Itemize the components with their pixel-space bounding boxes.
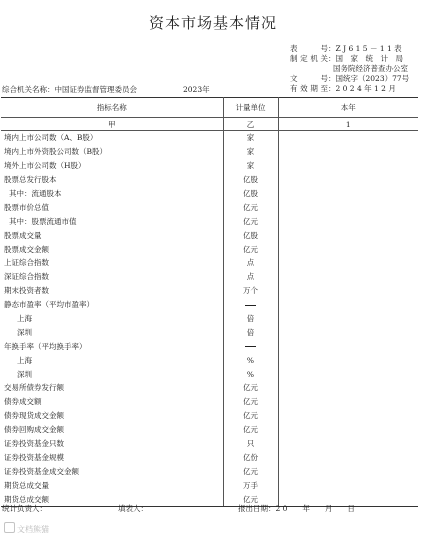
current-year-value-cell[interactable] <box>278 381 418 395</box>
code-jia: 甲 <box>1 118 223 131</box>
indicator-name: 境内上市外资股公司数（B股） <box>1 145 223 159</box>
indicator-unit: 亿元 <box>223 200 278 214</box>
table-row <box>1 339 418 353</box>
current-year-value-cell[interactable] <box>278 395 418 409</box>
current-year-value-cell[interactable] <box>278 450 418 464</box>
statistics-manager: 统计负责人： <box>2 504 47 513</box>
indicator-unit: 万手 <box>223 478 278 492</box>
valid-until-value: 2 0 2 4 年 1 2 月 <box>335 84 396 93</box>
table-row <box>1 284 418 298</box>
form-number-value: Z J 6 1 5 － 1 1 表 <box>335 44 402 53</box>
indicator-name: 证券投资基金规模 <box>1 450 223 464</box>
issuing-authority-label: 制定机关 <box>290 54 328 63</box>
issuing-authority-2 <box>333 64 408 74</box>
indicator-unit: 亿股 <box>223 228 278 242</box>
report-date: 报出日期：2 0 年 月 日 <box>238 504 355 513</box>
indicator-unit: % <box>223 353 278 367</box>
indicator-name: 其中：股票流通市值 <box>1 214 223 228</box>
indicator-unit <box>223 298 278 312</box>
unit-dash <box>245 346 256 347</box>
indicator-name: 期末投资者数 <box>1 284 223 298</box>
report-year: 2023年 <box>183 85 210 94</box>
indicator-name: 期货总成交量 <box>1 478 223 492</box>
table-row <box>1 173 418 187</box>
current-year-value-cell[interactable] <box>278 200 418 214</box>
indicator-unit: 亿份 <box>223 450 278 464</box>
current-year-value-cell[interactable] <box>278 298 418 312</box>
table-row <box>1 367 418 381</box>
indicator-unit: 倍 <box>223 325 278 339</box>
indicator-name: 股票成交金额 <box>1 242 223 256</box>
table-row <box>1 228 418 242</box>
form-number: 表 号：Z J 6 1 5 － 1 1 表 <box>290 44 402 53</box>
indicator-unit: 家 <box>223 131 278 145</box>
issuing-authority-value-2: 国务院经济普查办公室 <box>333 64 408 73</box>
indicator-unit: % <box>223 367 278 381</box>
indicator-unit <box>223 339 278 353</box>
indicator-name: 上海 <box>1 353 223 367</box>
current-year-value-cell[interactable] <box>278 242 418 256</box>
indicator-name: 债券成交额 <box>1 395 223 409</box>
indicator-name: 深证综合指数 <box>1 270 223 284</box>
table-row <box>1 450 418 464</box>
table-row <box>1 270 418 284</box>
current-year-value-cell[interactable] <box>278 187 418 201</box>
document-number: 文 号：国统字（2023）77号 <box>290 74 410 83</box>
code-1: 1 <box>278 118 418 131</box>
current-year-value-cell[interactable] <box>278 284 418 298</box>
agency-name: 综合机关名称：中国证券监督管理委员会 <box>2 85 137 94</box>
indicator-unit: 亿元 <box>223 423 278 437</box>
indicator-unit: 亿元 <box>223 492 278 506</box>
issuing-authority-value: 国 家 统 计 局 <box>335 54 403 63</box>
indicator-unit: 亿元 <box>223 214 278 228</box>
indicator-name: 境内上市公司数（A、B股） <box>1 131 223 145</box>
header-unit: 计量单位 <box>223 98 278 118</box>
current-year-value-cell[interactable] <box>278 367 418 381</box>
indicator-name: 股票总发行股本 <box>1 173 223 187</box>
current-year-value-cell[interactable] <box>278 173 418 187</box>
current-year-value-cell[interactable] <box>278 409 418 423</box>
indicator-name: 股票成交量 <box>1 228 223 242</box>
indicator-unit: 倍 <box>223 312 278 326</box>
indicator-unit: 点 <box>223 270 278 284</box>
indicator-name: 年换手率（平均换手率） <box>1 339 223 353</box>
table-row <box>1 464 418 478</box>
table-row <box>1 242 418 256</box>
indicator-name: 其中：流通股本 <box>1 187 223 201</box>
table-row <box>1 381 418 395</box>
current-year-value-cell[interactable] <box>278 312 418 326</box>
issuing-authority: 制定机关：国 家 统 计 局 <box>290 54 403 63</box>
current-year-value-cell[interactable] <box>278 131 418 145</box>
document-number-label: 文 号 <box>290 74 328 83</box>
current-year-value-cell[interactable] <box>278 159 418 173</box>
table-row <box>1 492 418 506</box>
indicator-unit: 亿元 <box>223 409 278 423</box>
table-row <box>1 159 418 173</box>
indicator-name: 上证综合指数 <box>1 256 223 270</box>
table-row <box>1 256 418 270</box>
table-row <box>1 478 418 492</box>
table-row <box>1 145 418 159</box>
table-row <box>1 409 418 423</box>
indicator-name: 上海 <box>1 312 223 326</box>
indicator-name: 深圳 <box>1 325 223 339</box>
indicator-unit: 亿股 <box>223 173 278 187</box>
table-row <box>1 437 418 451</box>
indicator-name: 证券投资基金只数 <box>1 437 223 451</box>
current-year-value-cell[interactable] <box>278 423 418 437</box>
form-filler: 填表人： <box>118 504 148 513</box>
indicator-unit: 亿元 <box>223 381 278 395</box>
current-year-value-cell[interactable] <box>278 228 418 242</box>
current-year-value-cell[interactable] <box>278 214 418 228</box>
indicator-unit: 家 <box>223 145 278 159</box>
table-row <box>1 187 418 201</box>
header-current-year: 本年 <box>278 98 418 118</box>
indicator-unit: 亿元 <box>223 395 278 409</box>
indicator-name: 交易所债券发行额 <box>1 381 223 395</box>
indicator-name: 股票市价总值 <box>1 200 223 214</box>
current-year-value-cell[interactable] <box>278 437 418 451</box>
table-row <box>1 353 418 367</box>
table-row <box>1 395 418 409</box>
table-row <box>1 423 418 437</box>
current-year-value-cell[interactable] <box>278 256 418 270</box>
current-year-value-cell[interactable] <box>278 353 418 367</box>
watermark-logo-icon <box>4 522 15 533</box>
indicator-unit: 亿元 <box>223 464 278 478</box>
table-row <box>1 131 418 145</box>
indicator-unit: 亿股 <box>223 187 278 201</box>
valid-until-label: 有效期至 <box>290 84 328 93</box>
indicator-table <box>1 97 418 507</box>
header-indicator: 指标名称 <box>1 98 223 118</box>
watermark-text: 文档熊猫 <box>17 525 49 534</box>
current-year-value-cell[interactable] <box>278 145 418 159</box>
report-title: 资本市场基本情况 <box>148 14 277 32</box>
table-row <box>1 325 418 339</box>
indicator-name: 境外上市公司数（H股） <box>1 159 223 173</box>
current-year-value-cell[interactable] <box>278 464 418 478</box>
form-number-label: 表 号 <box>290 44 328 53</box>
current-year-value-cell[interactable] <box>278 270 418 284</box>
indicator-name: 期货总成交额 <box>1 492 223 506</box>
current-year-value-cell[interactable] <box>278 478 418 492</box>
table-row <box>1 214 418 228</box>
indicator-unit: 亿元 <box>223 242 278 256</box>
indicator-unit: 家 <box>223 159 278 173</box>
indicator-name: 债券回购成交金额 <box>1 423 223 437</box>
current-year-value-cell[interactable] <box>278 325 418 339</box>
unit-dash <box>245 305 256 306</box>
code-yi: 乙 <box>223 118 278 131</box>
table-row <box>1 312 418 326</box>
table-code-row <box>1 118 418 131</box>
valid-until: 有效期至：2 0 2 4 年 1 2 月 <box>290 84 396 93</box>
indicator-name: 证券投资基金成交金额 <box>1 464 223 478</box>
indicator-name: 债券现货成交金额 <box>1 409 223 423</box>
indicator-name: 深圳 <box>1 367 223 381</box>
current-year-value-cell[interactable] <box>278 339 418 353</box>
watermark <box>4 522 49 535</box>
document-number-value: 国统字（2023）77号 <box>335 74 410 83</box>
table-header-row <box>1 98 418 118</box>
indicator-unit: 点 <box>223 256 278 270</box>
indicator-name: 静态市盈率（平均市盈率） <box>1 298 223 312</box>
indicator-unit: 只 <box>223 437 278 451</box>
table-row <box>1 200 418 214</box>
indicator-unit: 万个 <box>223 284 278 298</box>
table-row <box>1 298 418 312</box>
